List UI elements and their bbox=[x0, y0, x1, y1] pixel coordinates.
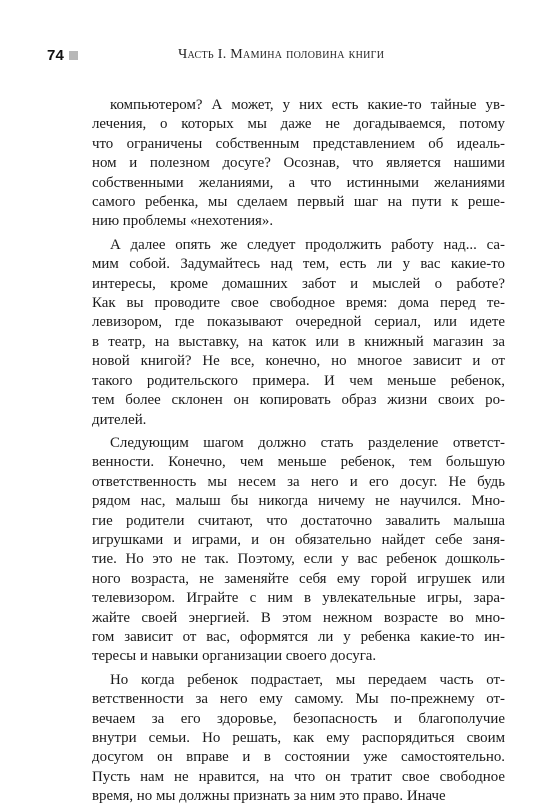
page-number: 74 bbox=[47, 46, 65, 64]
text-line: собственными желаниями, а что истинными желаниями bbox=[92, 174, 505, 191]
text-line: А далее опять же следует продолжить работу над... са- bbox=[110, 236, 505, 253]
paragraph bbox=[92, 96, 505, 232]
text-line: рядом нас, малыш бы никогда ничему не научился. Мно- bbox=[92, 493, 505, 510]
text-line: венности. Конечно, чем меньше ребенок, тем большую bbox=[92, 454, 505, 471]
text-line: время, но мы должны признать за ним это право. Иначе bbox=[92, 788, 446, 805]
text-line: лечения, о которых мы даже не догадываемся, потому bbox=[92, 116, 505, 133]
text-line: Но когда ребенок подрастает, мы передаем часть от- bbox=[110, 671, 505, 688]
text-line: нию проблемы «нехотения». bbox=[92, 213, 274, 230]
text-line: в театр, на выставку, на каток или в книжный магазин за bbox=[92, 333, 505, 350]
text-line: интересы, кроме домашних забот и мыслей о работе? bbox=[92, 275, 505, 292]
text-line: новой книгой? Не все, конечно, но многое зависит и от bbox=[92, 353, 505, 370]
chapter-title: Часть I. Мамина половина книги bbox=[178, 47, 385, 62]
text-line: вечаем за его здоровье, безопасность и благополучие bbox=[92, 710, 505, 727]
text-line: гом зависит от вас, оформятся ли у ребенка какие-то ин- bbox=[92, 628, 505, 645]
text-line: ного возраста, не заменяйте себя ему горой игрушек или bbox=[92, 570, 505, 587]
text-line: компьютером? А может, у них есть какие-то тайные ув- bbox=[110, 97, 505, 113]
text-line: ответственность мы несем за него и его досуг. Не будь bbox=[92, 473, 505, 490]
text-line: гие родители считают, что достаточно завалить малыша bbox=[92, 512, 505, 529]
running-head bbox=[47, 44, 467, 66]
body-text bbox=[92, 96, 505, 811]
text-line: досугом он вправе и в состоянии уже самостоятельно. bbox=[92, 749, 505, 766]
text-line: Как вы проводите свое свободное время: дома перед те- bbox=[92, 295, 505, 312]
text-line: жайте своей энергией. В этом нежном возрасте во мно- bbox=[92, 609, 505, 626]
text-line: игрушками и играми, и он обязательно найдет себе заня- bbox=[92, 531, 505, 548]
text-line: тие. Но это не так. Поэтому, если у вас ребенок дошколь- bbox=[92, 551, 505, 568]
paragraph bbox=[92, 434, 505, 667]
text-line: мим собой. Задумайтесь над тем, есть ли у вас какие-то bbox=[92, 256, 505, 273]
text-line: Пусть нам не нравится, на что он тратит свое свободное bbox=[92, 768, 505, 785]
page-marker-square bbox=[69, 51, 78, 60]
text-line: дителей. bbox=[92, 411, 147, 428]
text-line: тересы и навыки организации своего досуга. bbox=[92, 648, 377, 665]
text-line: что ограничены собственным представлением об идеаль- bbox=[92, 135, 505, 152]
text-line: внутри семьи. Но решать, как ему распорядиться своим bbox=[92, 730, 505, 746]
text-line: такого родительского примера. И чем меньше ребенок, bbox=[92, 372, 505, 389]
text-line: тем более склонен он копировать образ жизни своих ро- bbox=[92, 392, 505, 409]
text-line: телевизором. Играйте с ним в увлекательные игры, зара- bbox=[92, 590, 505, 607]
text-line: левизором, где показывают очередной сериал, или идете bbox=[92, 314, 505, 331]
paragraph bbox=[92, 236, 505, 430]
text-line: самого ребенка, мы сделаем первый шаг на пути к реше- bbox=[92, 194, 505, 211]
text-line: Следующим шагом должно стать разделение ответст- bbox=[110, 434, 505, 451]
text-line: ном и полезном досуге? Осознав, что является нашими bbox=[92, 155, 505, 172]
paragraph bbox=[92, 671, 505, 807]
text-line: ветственности за него ему самому. Мы по-прежнему от- bbox=[92, 691, 505, 708]
